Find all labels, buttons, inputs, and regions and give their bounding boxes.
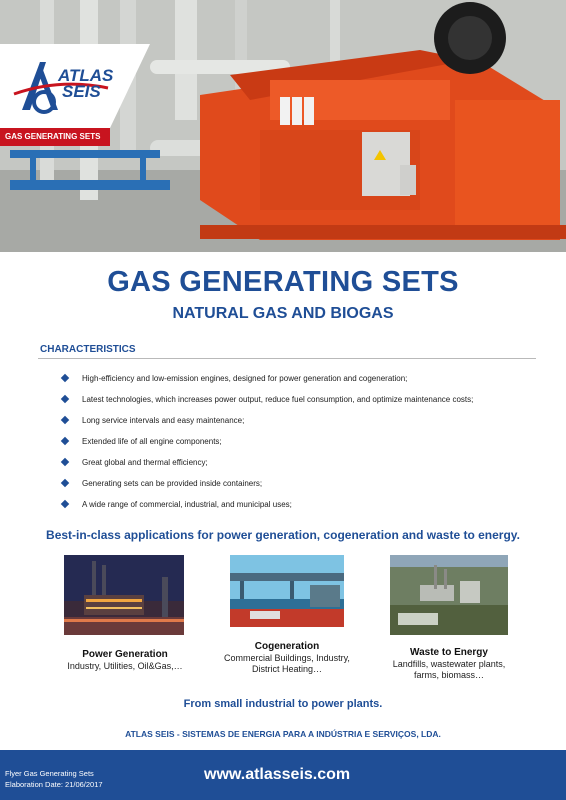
list-item bbox=[62, 498, 542, 519]
waste-to-energy-photo bbox=[390, 555, 508, 635]
characteristics-heading: CHARACTERISTICS bbox=[40, 344, 136, 355]
footer-date: Elaboration Date: 21/06/2017 bbox=[5, 780, 103, 789]
list-item-text: Extended life of all engine components; bbox=[82, 437, 222, 446]
diamond-bullet-icon bbox=[61, 374, 69, 382]
logo-text-seis: SEIS bbox=[62, 82, 101, 101]
company-name: ATLAS SEIS - SISTEMAS DE ENERGIA PARA A INDÚSTRIA E SERVIÇOS, LDA. bbox=[125, 729, 441, 739]
section-tag: GAS GENERATING SETS bbox=[0, 128, 110, 146]
list-item-text: Generating sets can be provided inside containers; bbox=[82, 479, 263, 488]
website-link[interactable]: www.atlasseis.com bbox=[204, 766, 351, 783]
list-item bbox=[62, 393, 542, 414]
application-description-line-2: farms, biomass… bbox=[413, 670, 484, 680]
list-item-text: High-efficiency and low-emission engines, designed for power generation and cogeneration; bbox=[82, 374, 408, 383]
application-description: Industry, Utilities, Oil&Gas,… bbox=[67, 661, 183, 671]
application-description-line-2: District Heating… bbox=[251, 664, 323, 674]
page-subtitle: NATURAL GAS AND BIOGAS bbox=[172, 305, 394, 322]
application-title: Power Generation bbox=[82, 649, 168, 660]
application-power-generation bbox=[40, 555, 210, 675]
applications-heading: Best-in-class applications for power generation, cogeneration and waste to energy. bbox=[46, 528, 520, 542]
diamond-bullet-icon bbox=[61, 500, 69, 508]
application-description: Landfills, wastewater plants, bbox=[392, 659, 506, 669]
section-divider bbox=[38, 358, 536, 359]
diamond-bullet-icon bbox=[61, 395, 69, 403]
list-item bbox=[62, 435, 542, 456]
cogeneration-image bbox=[230, 555, 344, 627]
list-item-text: A wide range of commercial, industrial, and municipal uses; bbox=[82, 500, 292, 509]
diamond-bullet-icon bbox=[61, 437, 69, 445]
diamond-bullet-icon bbox=[61, 479, 69, 487]
footer bbox=[0, 750, 566, 800]
list-item bbox=[62, 372, 542, 393]
list-item-text: Long service intervals and easy maintenance; bbox=[82, 416, 245, 425]
footer-doc-info bbox=[5, 768, 103, 790]
list-item bbox=[62, 414, 542, 435]
cogeneration-photo bbox=[230, 555, 344, 627]
page-title: GAS GENERATING SETS bbox=[107, 266, 459, 298]
list-item-text: Great global and thermal efficiency; bbox=[82, 458, 208, 467]
atlas-seis-logo bbox=[0, 44, 150, 128]
logo-text-atlas: ATLAS bbox=[58, 66, 114, 85]
diamond-bullet-icon bbox=[61, 458, 69, 466]
waste-to-energy-image bbox=[390, 555, 508, 635]
diamond-bullet-icon bbox=[61, 416, 69, 424]
characteristics-list bbox=[62, 372, 542, 519]
list-item bbox=[62, 456, 542, 477]
application-cogeneration bbox=[202, 555, 372, 680]
list-item-text: Latest technologies, which increases power output, reduce fuel consumption, and optimize maintenance costs; bbox=[82, 395, 474, 404]
tagline: From small industrial to power plants. bbox=[183, 698, 383, 710]
application-title: Waste to Energy bbox=[410, 647, 488, 658]
power-plant-image bbox=[64, 555, 184, 635]
application-description: Commercial Buildings, Industry, bbox=[224, 653, 350, 663]
power-plant-photo bbox=[64, 555, 184, 635]
list-item bbox=[62, 477, 542, 498]
footer-doc-name: Flyer Gas Generating Sets bbox=[5, 769, 94, 778]
application-waste-to-energy bbox=[364, 555, 534, 680]
application-title: Cogeneration bbox=[254, 641, 320, 652]
hero-photo-generator bbox=[0, 0, 566, 252]
